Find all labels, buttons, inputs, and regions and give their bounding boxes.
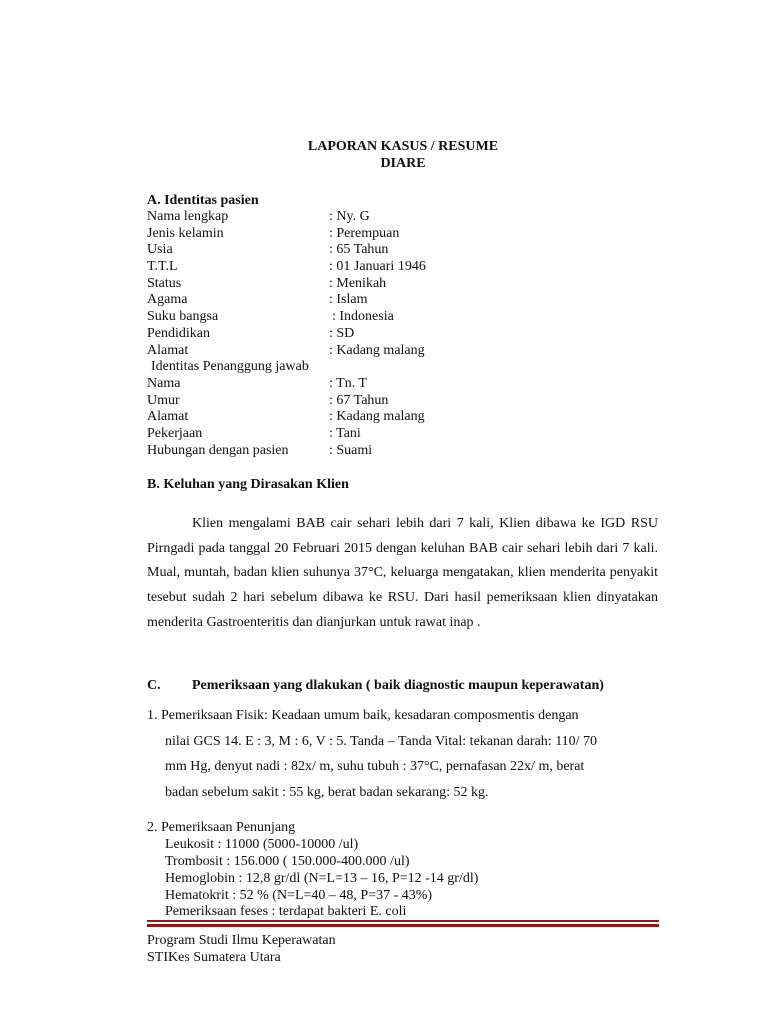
identity-label: Nama <box>147 375 181 391</box>
identity-value: : Kadang malang <box>329 409 425 425</box>
identity-row <box>147 292 607 309</box>
section-c-number: C. <box>147 678 161 693</box>
identity-value: : Perempuan <box>329 225 400 241</box>
identity-row <box>147 376 607 393</box>
identity-row <box>147 393 607 410</box>
section-a-heading: A. Identitas pasien <box>147 193 259 208</box>
identity-label: Agama <box>147 292 188 308</box>
physical-exam-block <box>147 703 662 805</box>
identity-value: : Tn. T <box>329 375 367 391</box>
identity-value: : Menikah <box>329 275 387 291</box>
identity-row <box>147 242 607 259</box>
identity-label: Status <box>147 275 182 291</box>
complaint-paragraph: Klien mengalami BAB cair sehari lebih dari 7 kali, Klien dibawa ke IGD RSU Pirngadi pada tanggal 20 Februari 2015 dengan keluhan BAB cair sehari lebih dari 7 kali. Mual, muntah, badan klien suhunya 37°C, keluarga mengatakan, klien menderita penyakit tesebut sudah 2 hari sebelum dibawa ke RSU. Dari hasil pemeriksaan klien dinyatakan menderita Gastroenteritis dan dianjurkan untuk rawat inap . <box>147 516 658 630</box>
lab-result-item: Pemeriksaan feses : terdapat bakteri E. coli <box>165 904 407 920</box>
identity-value: : Indonesia <box>332 309 394 325</box>
guarantor-subheading: Identitas Penanggung jawab <box>151 359 309 375</box>
footer-rule-thin <box>147 920 659 922</box>
section-b-heading: B. Keluhan yang Dirasakan Klien <box>147 477 349 492</box>
identity-row <box>147 326 607 343</box>
identity-value: : Ny. G <box>329 209 370 224</box>
identity-row <box>147 409 607 426</box>
identity-value: : 67 Tahun <box>329 392 389 408</box>
document-subtitle: DIARE <box>380 156 426 171</box>
identity-value: : 65 Tahun <box>329 242 389 258</box>
identity-label: Usia <box>147 242 173 258</box>
identity-label: Alamat <box>147 409 189 425</box>
lab-result-item: Hematokrit : 52 % (N=L=40 – 48, P=37 - 43%) <box>165 887 433 903</box>
identity-label: Alamat <box>147 342 189 358</box>
identity-row <box>147 209 607 226</box>
identity-row <box>147 276 607 293</box>
identity-row <box>147 443 607 460</box>
identity-subheading-row <box>147 359 607 376</box>
physical-exam-line: 1. Pemeriksaan Fisik: Keadaan umum baik, kesadaran composmentis dengan <box>147 708 579 723</box>
physical-exam-line: badan sebelum sakit : 55 kg, berat badan sekarang: 52 kg. <box>165 784 489 800</box>
identity-value: : Kadang malang <box>329 342 425 358</box>
identity-row <box>147 343 607 360</box>
identity-value: : 01 Januari 1946 <box>329 259 426 275</box>
supporting-exam-block <box>147 820 662 921</box>
identity-value: : SD <box>329 325 355 341</box>
page-footer <box>147 933 336 966</box>
identity-label: Jenis kelamin <box>147 225 224 241</box>
identity-row <box>147 226 607 243</box>
section-c-title: Pemeriksaan yang dlakukan ( baik diagnostic maupun keperawatan) <box>192 678 604 693</box>
footer-program: Program Studi Ilmu Keperawatan <box>147 933 336 948</box>
physical-exam-line: mm Hg, denyut nadi : 82x/ m, suhu tubuh : 37°C, pernafasan 22x/ m, berat <box>165 759 585 774</box>
identity-label: T.T.L <box>147 259 178 275</box>
lab-result-item: Trombosit : 156.000 ( 150.000-400.000 /ul) <box>165 853 410 869</box>
identity-label: Nama lengkap <box>147 209 229 224</box>
identity-label: Pendidikan <box>147 325 210 341</box>
footer-rule-thick <box>147 924 659 927</box>
identity-label: Pekerjaan <box>147 425 203 441</box>
identity-value: : Suami <box>329 442 373 458</box>
lab-result-item: Hemoglobin : 12,8 gr/dl (N=L=13 – 16, P=12 -14 gr/dl) <box>165 870 479 886</box>
identity-label: Hubungan dengan pasien <box>147 442 289 458</box>
identity-row <box>147 259 607 276</box>
supporting-exam-title: 2. Pemeriksaan Penunjang <box>147 820 296 835</box>
identity-row <box>147 309 607 326</box>
document-title: LAPORAN KASUS / RESUME <box>307 139 499 154</box>
identity-value: : Islam <box>329 292 368 308</box>
identity-value: : Tani <box>329 425 361 441</box>
physical-exam-line: nilai GCS 14. E : 3, M : 6, V : 5. Tanda – Tanda Vital: tekanan darah: 110/ 70 <box>165 733 598 749</box>
identity-row <box>147 426 607 443</box>
identity-label: Umur <box>147 392 180 408</box>
identity-label: Suku bangsa <box>147 309 219 325</box>
lab-result-item: Leukosit : 11000 (5000-10000 /ul) <box>165 836 359 852</box>
patient-identity-table <box>147 209 607 459</box>
footer-institution: STIKes Sumatera Utara <box>147 949 281 965</box>
